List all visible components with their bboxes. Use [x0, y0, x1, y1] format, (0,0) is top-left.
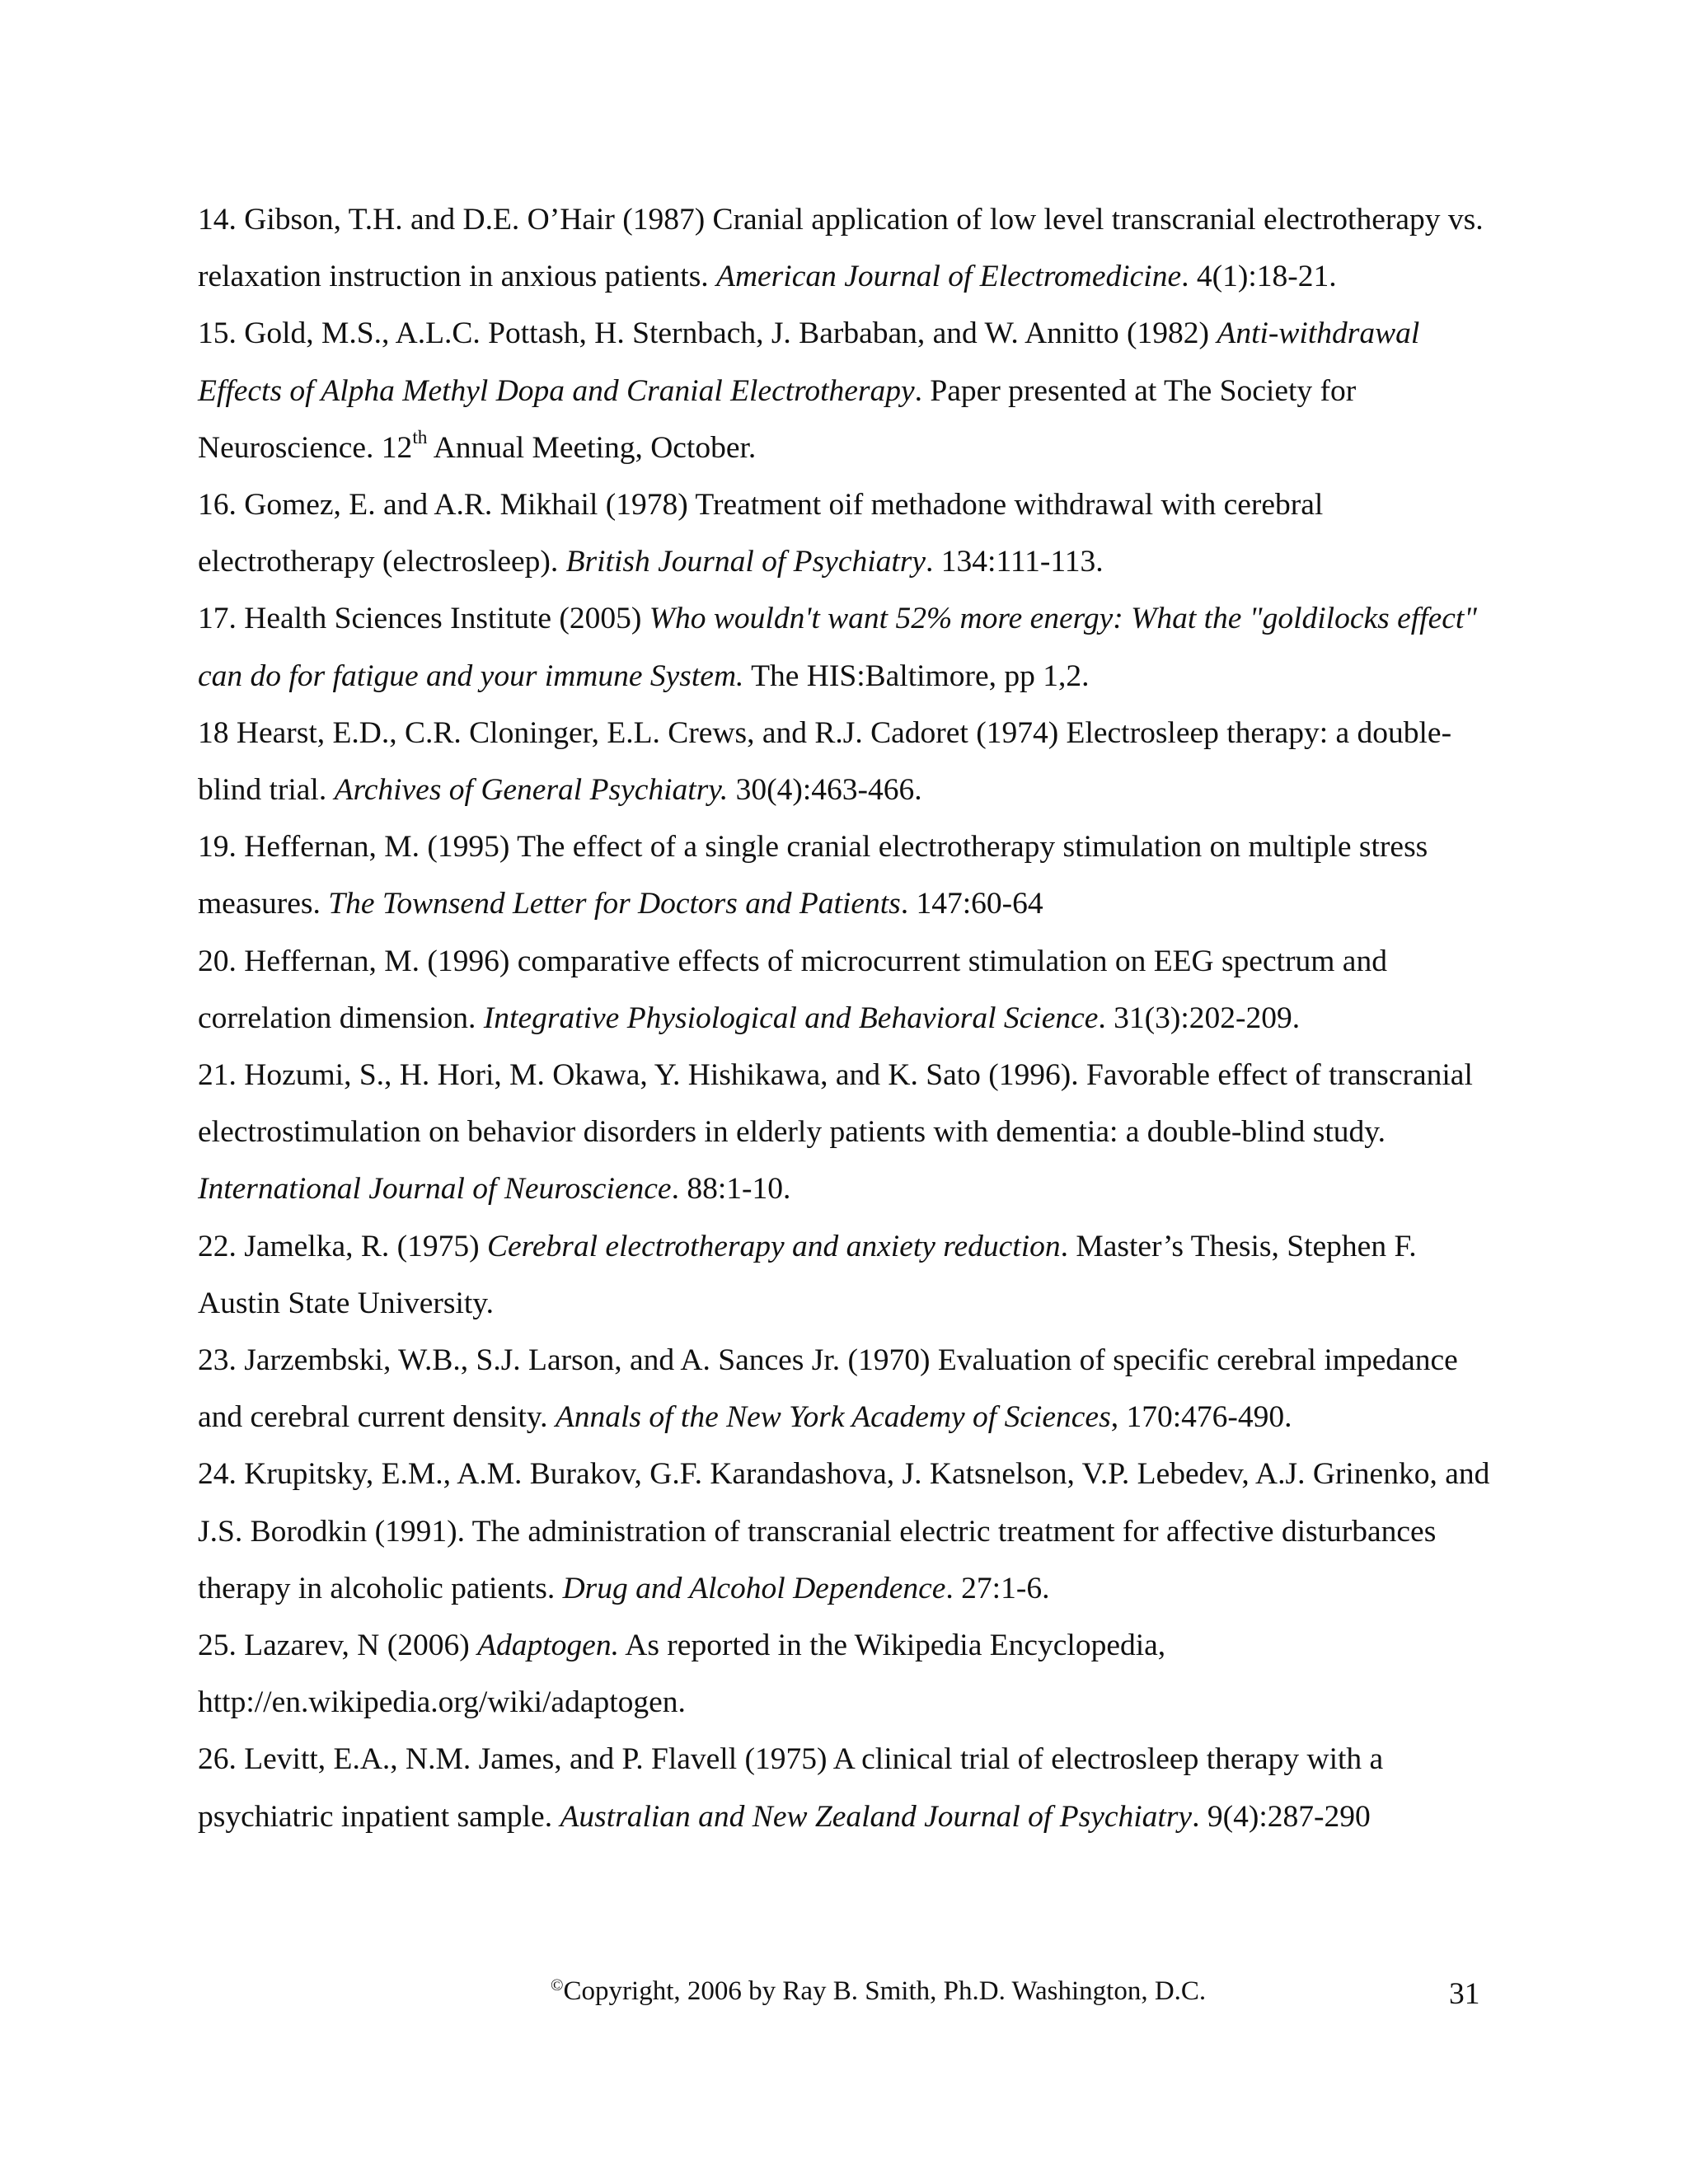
reference-19: 19. Heffernan, M. (1995) The effect of a single cranial electrotherapy stimulation on multiple stress measures. The Townsend Letter for Doctors and Patients. 147:60-64 [198, 830, 1428, 921]
page-number: 31 [1449, 1977, 1480, 2011]
ordinal-suffix: th [412, 426, 428, 448]
journal-title: Australian and New Zealand Journal of Psychiatry [560, 1799, 1193, 1834]
reference-21: 21. Hozumi, S., H. Hori, M. Okawa, Y. Hishikawa, and K. Sato (1996). Favorable effect of transcranial electrostimulation on behavior disorders in elderly patients with dementia: a double-blind study. International Journal of Neuroscience. 88:1-10. [198, 1058, 1473, 1207]
reference-17: 17. Health Sciences Institute (2005) Who wouldn't want 52% more energy: What the "goldilocks effect" can do for fatigue and your immune System. The HIS:Baltimore, pp 1,2. [198, 602, 1478, 693]
reference-23: 23. Jarzembski, W.B., S.J. Larson, and A. Sances Jr. (1970) Evaluation of specific cerebral impedance and cerebral current density. Annals of the New York Academy of Sciences, 170:476-490. [198, 1343, 1458, 1435]
reference-14: 14. Gibson, T.H. and D.E. O’Hair (1987) Cranial application of low level transcranial electrotherapy vs. relaxation instruction in anxious patients. American Journal of Electromedicine. 4(1):18-21. [198, 203, 1484, 294]
journal-title: The Townsend Letter for Doctors and Patients [328, 887, 901, 921]
reference-15: 15. Gold, M.S., A.L.C. Pottash, H. Sternbach, J. Barbaban, and W. Annitto (1982) Anti-withdrawal Effects of Alpha Methyl Dopa and Cranial Electrotherapy. Paper presented at The Society for Neuroscience. 12th Annual Meeting, October. [198, 316, 1420, 465]
journal-title: Annals of the New York Academy of Sciences [555, 1400, 1111, 1435]
copyright-notice: ©Copyright, 2006 by Ray B. Smith, Ph.D. Washington, D.C. [551, 1975, 1207, 2006]
thesis-title: Cerebral electrotherapy and anxiety reduction [486, 1229, 1061, 1263]
reference-25: 25. Lazarev, N (2006) Adaptogen. As reported in the Wikipedia Encyclopedia, http://en.wikipedia.org/wiki/adaptogen. [198, 1629, 1166, 1720]
journal-title: Drug and Alcohol Dependence [562, 1571, 946, 1605]
reference-20: 20. Heffernan, M. (1996) comparative effects of microcurrent stimulation on EEG spectrum and correlation dimension. Integrative Physiological and Behavioral Science. 31(3):202-209. [198, 944, 1387, 1035]
journal-title: Integrative Physiological and Behavioral Science [483, 1001, 1099, 1035]
journal-title: American Journal of Electromedicine [716, 260, 1182, 294]
copyright-symbol: © [551, 1975, 564, 1994]
journal-title: Archives of General Psychiatry. [334, 773, 729, 808]
reference-26: 26. Levitt, E.A., N.M. James, and P. Flavell (1975) A clinical trial of electrosleep therapy with a psychiatric inpatient sample. Australian and New Zealand Journal of Psychiatry. 9(4):287-290 [198, 1742, 1384, 1834]
entry-title: Adaptogen. [477, 1629, 619, 1663]
reference-22: 22. Jamelka, R. (1975) Cerebral electrotherapy and anxiety reduction. Master’s Thesis, Stephen F. Austin State University. [198, 1229, 1417, 1320]
reference-16: 16. Gomez, E. and A.R. Mikhail (1978) Treatment oif methadone withdrawal with cerebral electrotherapy (electrosleep). British Journal of Psychiatry. 134:111-113. [198, 488, 1324, 579]
reference-18: 18 Hearst, E.D., C.R. Cloninger, E.L. Crews, and R.J. Cadoret (1974) Electrosleep therapy: a double-blind trial. Archives of General Psychiatry. 30(4):463-466. [198, 715, 1452, 808]
reference-24: 24. Krupitsky, E.M., A.M. Burakov, G.F. Karandashova, J. Katsnelson, V.P. Lebedev, A.J. Grinenko, and J.S. Borodkin (1991). The administration of transcranial electric treatment for affective disturbances therapy in alcoholic patients. Drug and Alcohol Dependence. 27:1-6. [198, 1457, 1490, 1605]
reference-list [198, 191, 1500, 1845]
journal-title: International Journal of Neuroscience [198, 1172, 672, 1207]
paper-title: Anti-withdrawal Effects of Alpha Methyl Dopa and Cranial Electrotherapy [198, 316, 1420, 408]
journal-title: British Journal of Psychiatry [565, 545, 926, 579]
page-footer [0, 1966, 1688, 2016]
article-title: Who wouldn't want 52% more energy: What the "goldilocks effect" can do for fatigue and your immune System. [198, 602, 1478, 693]
